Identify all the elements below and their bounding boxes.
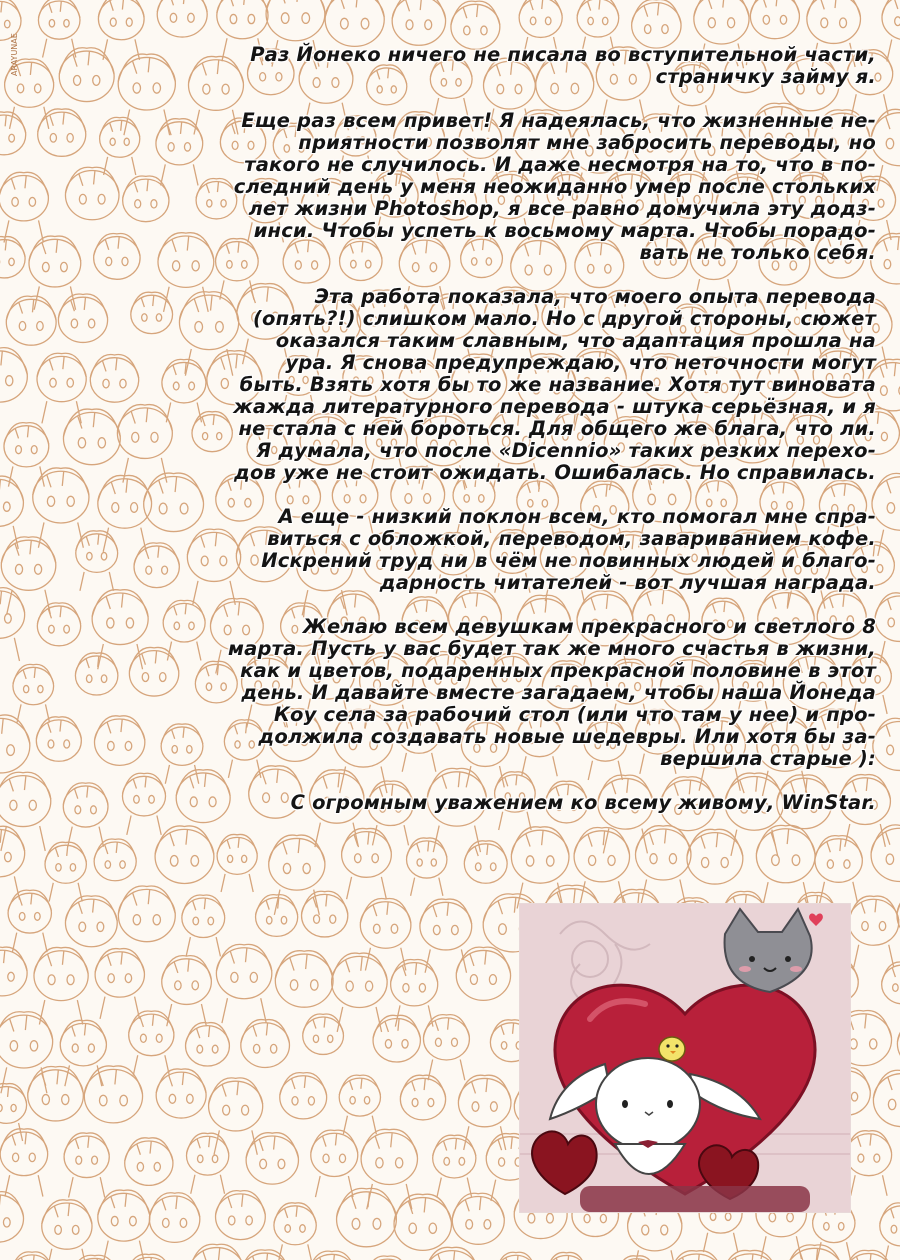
chibi-head-sketch [8, 890, 51, 952]
letter-paragraph: А еще - низкий поклон всем, кто помогал мне спра- виться с обложкой, переводом, завариванием кофе. Искрений труд ни в чём не повинных людей и благо- дарность читателей - вот лучшая награда. [261, 505, 876, 594]
chibi-head-sketch [76, 531, 118, 591]
chibi-head-sketch [92, 590, 148, 670]
chibi-head-sketch [546, 1252, 587, 1260]
chibi-head-sketch [125, 1138, 173, 1186]
chibi-head-sketch [325, 0, 384, 46]
letter-paragraph: Раз Йонеко ничего не писала во вступительной части, страничку займу я. [250, 43, 876, 88]
chibi-head-sketch [117, 405, 172, 483]
chibi-head-sketch [64, 1133, 109, 1198]
chibi-head-sketch [13, 664, 54, 722]
chibi-head-sketch [0, 112, 26, 155]
chibi-head-sketch [11, 1252, 54, 1260]
chibi-head-sketch [873, 718, 900, 770]
chibi-head-sketch [464, 841, 507, 883]
chibi-head-sketch [38, 109, 86, 156]
chibi-head-sketch [391, 959, 438, 1026]
chibi-head-sketch [423, 1015, 469, 1081]
chibi-head-sketch [756, 825, 815, 908]
chibi-head-sketch [392, 0, 445, 45]
chibi-head-sketch [4, 423, 49, 487]
chibi-head-sketch [45, 842, 86, 901]
chibi-head-sketch [186, 1133, 228, 1194]
chibi-head-sketch [123, 176, 169, 222]
letter-signature: С огромным уважением ко всему живому, WinStar. [290, 791, 876, 814]
chibi-head-sketch [240, 1250, 290, 1260]
chibi-head-sketch [129, 1011, 174, 1076]
chibi-head-sketch [0, 772, 51, 851]
chibi-head-sketch [342, 828, 392, 899]
chibi-head-sketch [0, 947, 27, 996]
chibi-head-sketch [496, 1252, 537, 1260]
chibi-head-sketch [274, 1203, 316, 1260]
chibi-head-sketch [94, 233, 140, 279]
chibi-head-sketch [846, 1131, 892, 1196]
chibi-head-sketch [189, 1244, 245, 1260]
chibi-head-sketch [246, 1133, 298, 1184]
artist-signature-logo [4, 8, 22, 78]
chibi-head-sketch [668, 1251, 724, 1260]
chibi-head-sketch [63, 409, 120, 465]
chibi-head-sketch [785, 1245, 844, 1260]
letter-paragraph: Желаю всем девушкам прекрасного и светлого 8 марта. Пусть у вас будет так же много счастья в жизни, как и цветов, подаренных прекрасной половине в этот день. И давайте вместе загадаем, чтобы наша Йонеда Коу села за рабочий стол (или что там у нее) и про- должила создавать новые шедевры. Или хотя бы за- вершила старые ): [227, 615, 876, 770]
chibi-head-sketch [38, 0, 80, 58]
chibi-head-sketch [302, 891, 348, 937]
chibi-head-sketch [149, 1193, 199, 1243]
chibi-head-sketch [456, 947, 510, 1000]
yellow-chick [659, 1037, 685, 1061]
chibi-head-sketch [28, 1066, 84, 1120]
chibi-head-sketch [720, 1250, 779, 1260]
chibi-head-sketch [182, 895, 225, 956]
chibi-head-sketch [275, 951, 333, 1008]
chibi-head-sketch [337, 1188, 397, 1246]
chibi-head-sketch [511, 827, 569, 909]
chibi-head-sketch [42, 1200, 92, 1260]
chibi-head-sketch [332, 953, 388, 1032]
chibi-head-sketch [37, 603, 80, 646]
chibi-head-sketch [65, 896, 117, 947]
chibi-head-sketch [452, 1193, 504, 1244]
cushion [580, 1186, 810, 1212]
chibi-head-sketch [750, 0, 799, 39]
chibi-head-sketch [0, 172, 48, 242]
chibi-head-sketch [632, 0, 681, 48]
chibi-head-sketch [118, 886, 175, 942]
chibi-head-sketch [122, 773, 165, 835]
chibi-head-sketch [90, 355, 138, 403]
chibi-head-sketch [216, 1191, 266, 1240]
chibi-head-sketch [0, 588, 25, 661]
chibi-head-sketch [33, 468, 89, 548]
chibi-head-sketch [63, 783, 108, 847]
chibi-head-sketch [65, 167, 119, 220]
chibi-head-sketch [58, 294, 107, 342]
chibi-head-sketch [882, 0, 900, 61]
chibi-head-sketch [873, 1070, 900, 1126]
chibi-head-sketch [100, 117, 140, 175]
chibi-head-sketch [98, 0, 144, 60]
chibi-head-sketch [36, 717, 81, 761]
chibi-head-sketch [118, 54, 175, 135]
chibi-head-sketch [34, 947, 88, 1024]
chibi-head-sketch [849, 896, 899, 967]
chibi-head-sketch [420, 899, 472, 973]
chibi-head-sketch [872, 473, 900, 555]
chibi-head-sketch [70, 1255, 120, 1260]
chibi-head-sketch [217, 834, 257, 892]
chibi-head-sketch [75, 653, 117, 695]
chibi-head-sketch [311, 1130, 358, 1197]
chibi-head-sketch [687, 829, 743, 884]
chibi-head-sketch [394, 1194, 451, 1250]
chibi-head-sketch [216, 944, 271, 1023]
chibi-head-sketch [98, 1190, 150, 1260]
chibi-head-sketch [156, 1069, 206, 1118]
chibi-head-sketch [0, 348, 27, 403]
chibi-head-sketch [94, 716, 144, 766]
letter-paragraph: Эта работа показала, что моего опыта перевода (опять?!) слишком мало. Но с другой стороны, сюжет оказался таким славным, что адаптация прошла на ура. Я снова предупреждаю, что неточности могут быть. Взять хотя бы то же название. Хотя тут виновата жажда литературного перевода - штука серьёзная, и я не стала с ней бороться. Для общего же блага, что ли. Я думала, что после «Dicennio» таких резких перехо- дов уже не стоит ожидать. Ошибалась. Но справилась. [233, 285, 876, 484]
chibi-head-sketch [280, 1073, 327, 1119]
chibi-head-sketch [209, 1078, 263, 1155]
chibi-head-sketch [162, 956, 212, 1027]
chibi-head-sketch [131, 292, 173, 333]
chibi-head-sketch [400, 1075, 445, 1120]
chibi-head-sketch [95, 949, 144, 1019]
chibi-head-sketch [129, 647, 178, 696]
chibi-head-sketch [0, 237, 25, 278]
translator-letter [196, 44, 876, 836]
chibi-head-sketch [0, 715, 30, 773]
chibi-head-sketch [433, 1135, 476, 1197]
letter-paragraph: Еще раз всем привет! Я надеялась, что жизненные не- приятности позволят мне забросить переводы, но такого не случилось. И даже несмотря на то, что в по- следний день у меня неожиданно умер после стольких лет жизни Photoshop, я все равно домучила эту додз- инси. Чтобы успеть к восьмому марта. Чтобы порадо- вать не только себя. [233, 109, 876, 264]
chibi-head-sketch [269, 835, 325, 915]
artist-signature-text: ARAYUNAE [10, 33, 19, 76]
chibi-head-sketch [94, 839, 136, 881]
chibi-head-sketch [256, 895, 298, 937]
chibi-head-sketch [98, 475, 152, 551]
chibi-head-sketch [407, 838, 447, 896]
chibi-head-sketch [125, 1254, 173, 1260]
chibi-head-sketch [186, 1023, 230, 1066]
chibi-head-sketch [59, 48, 114, 102]
chibi-head-sketch [1, 537, 56, 614]
chibi-head-sketch [84, 1066, 142, 1123]
chibi-head-sketch [339, 1075, 380, 1134]
chibi-head-sketch [144, 473, 204, 531]
chibi-head-sketch [574, 827, 629, 906]
chibi-head-sketch [882, 962, 900, 1004]
chibi-head-sketch [880, 1203, 900, 1260]
chibi-head-sketch [360, 899, 411, 971]
chibi-head-sketch [303, 1014, 344, 1054]
chibi-head-sketch [875, 593, 900, 663]
chibi-head-sketch [6, 296, 56, 345]
chibi-head-sketch [157, 0, 207, 37]
chibi-head-sketch [241, 1020, 290, 1068]
chibi-head-sketch [134, 543, 179, 588]
chibi-head-sketch [0, 1192, 24, 1243]
cat-bunny-heart-illustration [519, 903, 851, 1213]
chibi-head-sketch [0, 1129, 47, 1197]
chibi-head-sketch [365, 1256, 410, 1260]
chibi-head-sketch [37, 353, 86, 423]
chibi-head-sketch [307, 1251, 356, 1260]
